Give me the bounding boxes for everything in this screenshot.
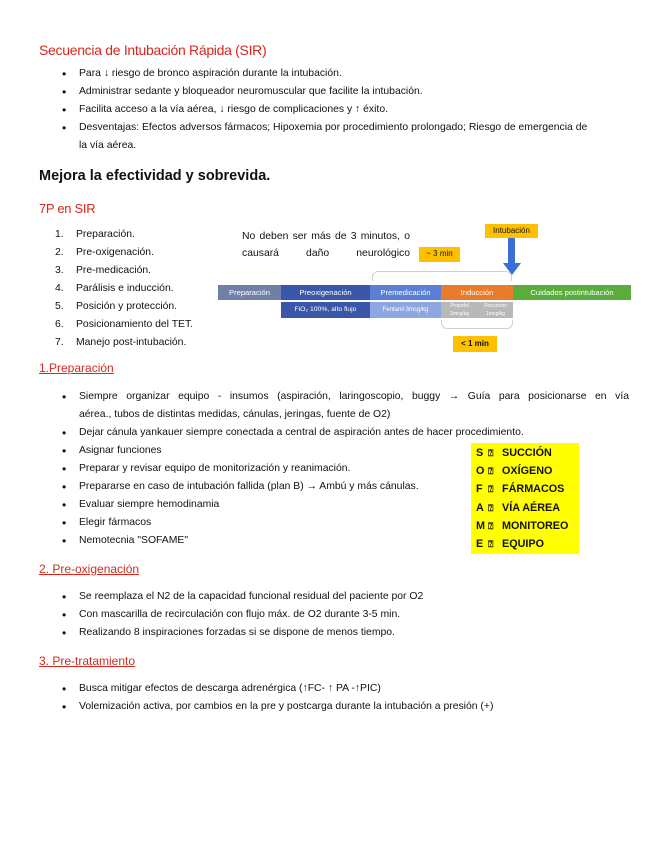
stage-preparacion: Preparación [218,285,281,300]
sub-rocuronio: Rocuronio 1mcg/kg [478,302,513,318]
list-item: • Se reemplaza el N2 de la capacidad funcional residual del paciente por O2 [59,588,629,606]
list-item: • Administrar sedante y bloqueador neuromuscular que facilite la intubación. [59,83,629,101]
list-item: 4. Parálisis e inducción. [55,283,174,294]
three-min-box: ~ 3 min [419,247,460,262]
stage-induccion: Inducción [441,285,513,300]
list-item: • Prepararse en caso de intubación fallida (plan B) → Ambú y más cánulas. [59,478,629,496]
list-item: • Preparar y revisar equipo de monitorización y reanimación. [59,460,629,478]
list-item: 5. Posición y protección. [55,301,178,312]
sofame-row: O ⍰ OXÍGENO [476,465,553,478]
list-item: • Realizando 8 inspiraciones forzadas si se dispone de menos tiempo. [59,624,629,642]
section-1-title: 1.Preparación [39,361,114,375]
sub-fentanil: Fentanil 3mcg/kg [370,302,441,318]
intro-list [59,65,629,155]
list-item: • Siempre organizar equipo - insumos (aspiración, laringoscopio, buggy → Guía para posicionarse en vía [59,388,629,406]
sub-propofol: Propofol 2mcg/kg [441,302,478,318]
list-item-continuation: la vía aérea. [79,140,137,151]
list-item: 3. Pre-medicación. [55,265,152,276]
sofame-row: A ⍰ VÍA AÉREA [476,501,560,514]
sofame-row: F ⍰ FÁRMACOS [476,483,565,496]
list-item: • Evaluar siempre hemodinamia [59,496,629,514]
list-item: • Facilita acceso a la vía aérea, ↓ riesgo de complicaciones y ↑ éxito. [59,101,629,119]
intubation-arrow-shaft [508,238,515,264]
sofame-row: E ⍰ EQUIPO [476,537,544,550]
page-title: Secuencia de Intubación Rápida (SIR) [39,42,267,58]
less-one-min-box: < 1 min [453,336,497,352]
list-item: • Elegir fármacos [59,514,629,532]
section-3-title: 3. Pre-tratamiento [39,654,136,668]
list-item: 2. Pre-oxigenación. [55,247,154,258]
sofame-box [471,443,579,554]
seven-p-heading: 7P en SIR [39,201,96,216]
stage-cuidados: Cuidados postintubación [513,285,631,300]
list-item: 1. Preparación. [55,229,135,240]
list-item: • Con mascarilla de recirculación con flujo máx. de O2 durante 3-5 min. [59,606,629,624]
brace-top [372,271,512,281]
stage-premedicacion: Premedicación [370,285,441,300]
list-item: 7. Manejo post-intubación. [55,337,187,348]
sofame-row: S ⍰ SUCCIÓN [476,447,552,459]
list-item-continuation: aérea., tubos de distintas medidas, cánulas, jeringas, fuente de O2) [79,409,391,420]
list-item: • Desventajas: Efectos adversos fármacos; Hipoxemia por procedimiento prolongado; Riesgo de emergencia de [59,119,629,137]
list-item: • Dejar cánula yankauer siempre conectada a central de aspiración antes de hacer procedimiento. [59,424,629,442]
bold-heading: Mejora la efectividad y sobrevida. [39,168,271,184]
list-item: • Volemización activa, por cambios en la pre y postcarga durante la intubación a presión (+) [59,698,629,716]
section-2-list [59,588,629,642]
list-item: • Nemotecnia "SOFAME" [59,532,629,550]
list-item: 6. Posicionamiento del TET. [55,319,194,330]
list-item: • Para ↓ riesgo de bronco aspiración durante la intubación. [59,65,629,83]
brace-bottom [441,320,513,329]
stage-preoxigenacion: Preoxigenación [281,285,370,300]
list-item: • Busca mitigar efectos de descarga adrenérgica (↑FC- ↑ PA -↑PIC) [59,680,629,698]
seven-p-list [55,226,193,352]
sofame-row: M ⍰ MONITOREO [476,519,569,532]
section-2-title: 2. Pre-oxigenación [39,562,140,576]
sub-fio2: FiO₂ 100%, alto flujo [281,302,370,318]
time-note: No deben ser más de 3 minutos, o causará daño neurológico [242,231,410,259]
list-item: • Asignar funciones [59,442,629,460]
section-3-list [59,680,629,716]
intubacion-label: Intubación [485,224,538,238]
